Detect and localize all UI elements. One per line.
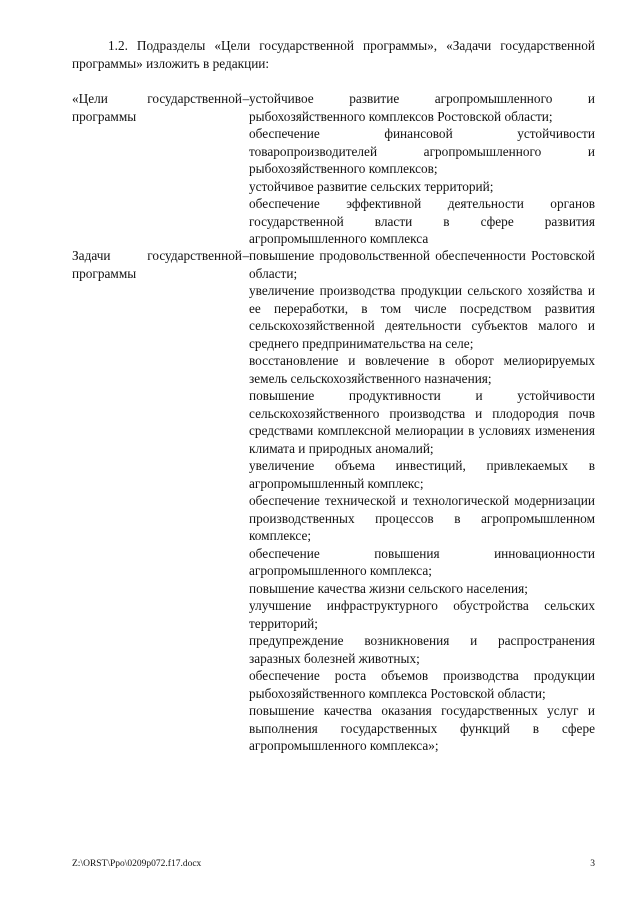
task-item: увеличение производства продукции сельского хозяйства и ее переработки, в том числе посредством развития сельскохозяйственной деятельности субъектов малого и среднего предпринимательства на селе;	[249, 283, 595, 351]
task-item: увеличение объема инвестиций, привлекаемых в агропромышленный комплекс;	[249, 458, 595, 491]
task-item: предупреждение возникновения и распространения заразных болезней животных;	[249, 633, 595, 666]
task-item: восстановление и вовлечение в оборот мелиорируемых земель сельскохозяйственного назначения;	[249, 353, 595, 386]
goal-item: устойчивое развитие сельских территорий;	[249, 178, 494, 194]
task-item: обеспечение повышения инновационности агропромышленного комплекса;	[249, 545, 595, 578]
tasks-list	[249, 247, 595, 755]
goals-dash: –	[242, 91, 250, 106]
goal-item: устойчивое развитие агропромышленного и рыбохозяйственного комплексов Ростовской области;	[249, 91, 595, 124]
goal-item: обеспечение финансовой устойчивости товаропроизводителей агропромышленного и рыбохозяйственного комплексов;	[249, 126, 595, 176]
task-item: повышение качества оказания государственных услуг и выполнения государственных функций в сфере агропромышленного комплекса»;	[249, 703, 595, 753]
goals-list	[249, 90, 595, 248]
page-number: 3	[590, 859, 595, 869]
task-item: обеспечение технической и технологической модернизации производственных процессов в агропромышленном комплексе;	[249, 493, 595, 543]
goal-item: обеспечение эффективной деятельности органов государственной власти в сфере развития агропромышленного комплекса	[249, 196, 595, 246]
task-item: обеспечение роста объемов производства продукции рыбохозяйственного комплекса Ростовской области;	[249, 668, 595, 701]
task-item: улучшение инфраструктурного обустройства сельских территорий;	[249, 598, 595, 631]
tasks-label: Задачи государственной программы	[72, 248, 242, 281]
file-path: Z:\ORST\Ppo\0209p072.f17.docx	[72, 859, 202, 869]
intro-paragraph: 1.2. Подразделы «Цели государственной программы», «Задачи государственной программы» изложить в редакции:	[72, 38, 595, 71]
task-item: повышение продуктивности и устойчивости сельскохозяйственного производства и плодородия почв средствами комплексной мелиорации в условиях изменения климата и природных аномалий;	[249, 388, 595, 456]
tasks-dash: –	[242, 248, 250, 263]
task-item: повышение качества жизни сельского населения;	[249, 580, 528, 596]
goals-label: «Цели государственной программы	[72, 91, 242, 124]
task-item: повышение продовольственной обеспеченности Ростовской области;	[249, 248, 595, 281]
